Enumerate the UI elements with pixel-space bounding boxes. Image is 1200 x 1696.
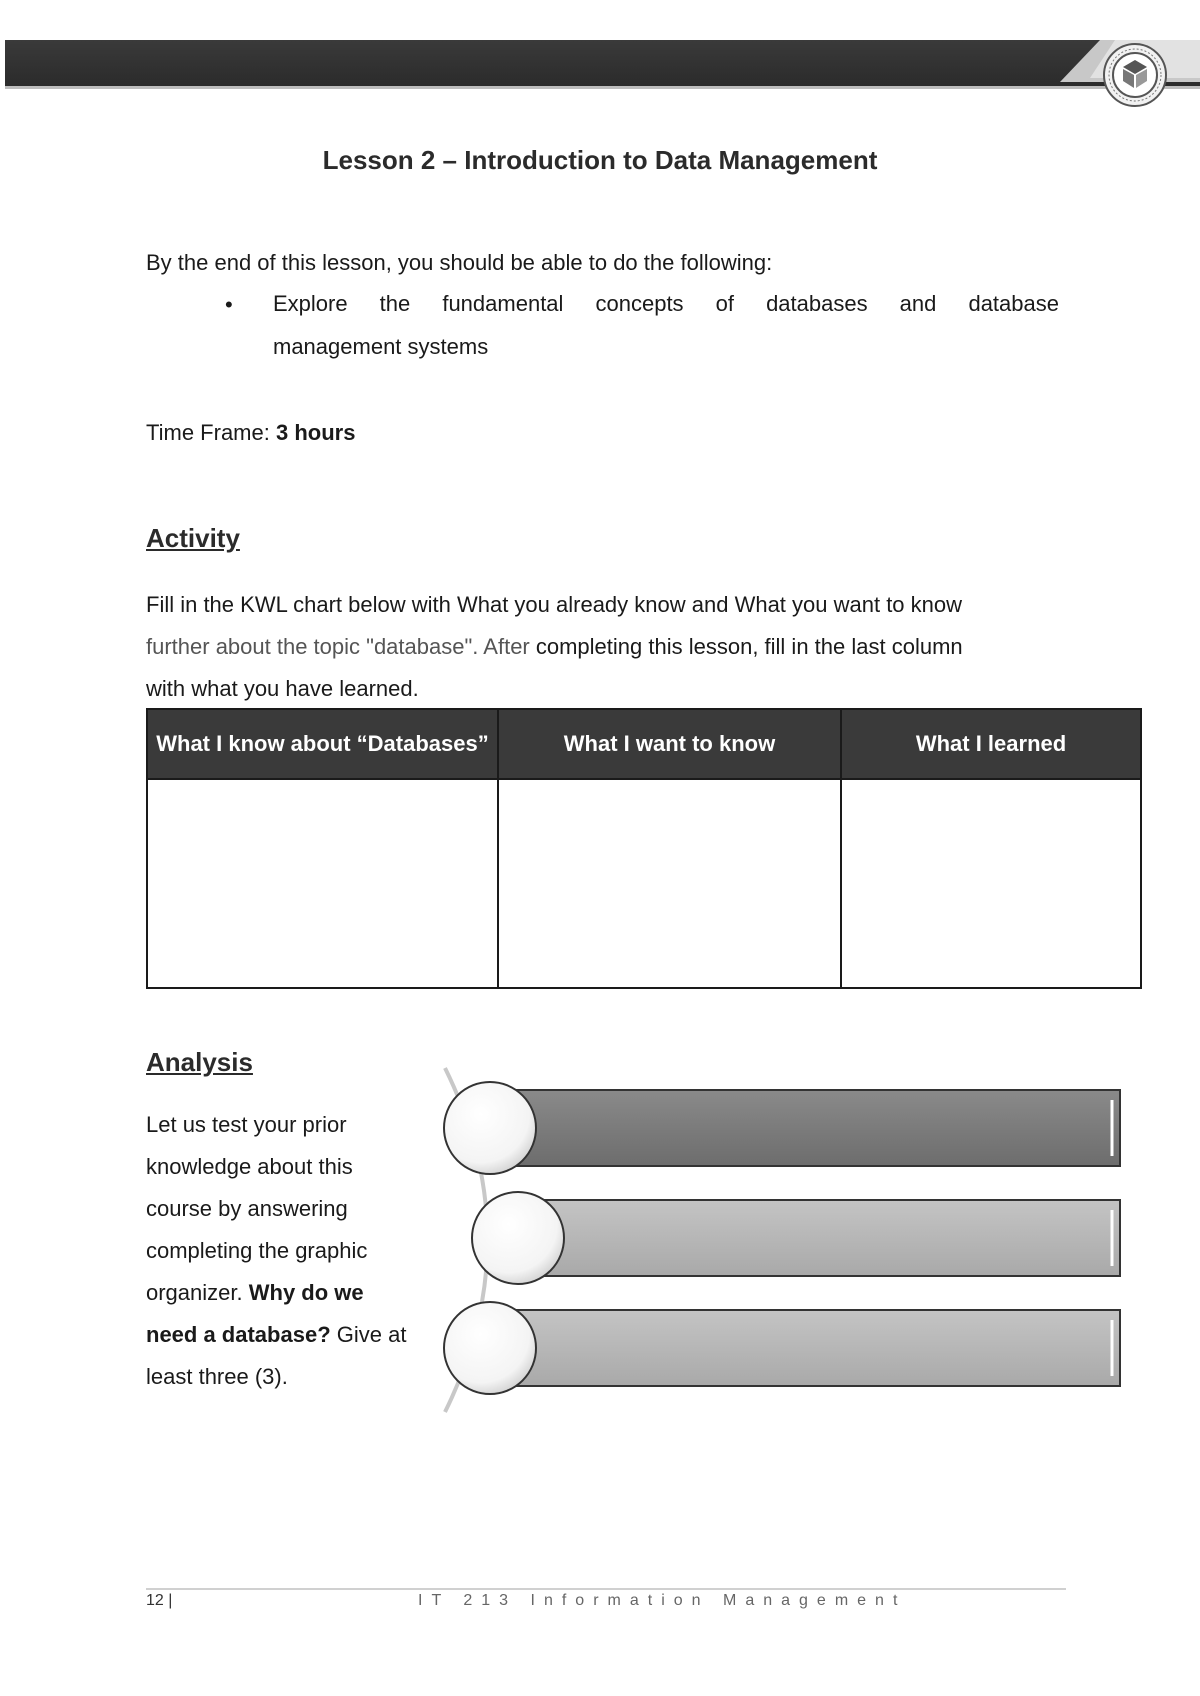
analysis-question: Why do we need a database?: [146, 1280, 364, 1347]
activity-line-2a: further about the topic "database". After: [146, 634, 536, 659]
intro-text: By the end of this lesson, you should be able to do the following:: [146, 250, 773, 275]
organizer-circle-3[interactable]: [444, 1302, 536, 1394]
objective-line-1: Explore the fundamental concepts of databases and database: [273, 291, 1059, 316]
activity-line-1: Fill in the KWL chart below with What you already know and What you want to know: [146, 592, 963, 617]
time-frame-label: Time Frame:: [146, 420, 276, 445]
analysis-text-after: Give at least three (3).: [146, 1322, 407, 1389]
analysis-instructions: [146, 1104, 421, 1398]
time-frame: [146, 420, 355, 446]
college-seal-icon: [1102, 42, 1168, 108]
activity-line-3: with what you have learned.: [146, 676, 419, 701]
kwl-header-know: What I know about “Databases”: [147, 709, 498, 779]
bullet-icon: •: [225, 292, 233, 317]
kwl-cell-want[interactable]: [498, 779, 841, 988]
kwl-header-row: [147, 709, 1141, 779]
kwl-header-want: What I want to know: [498, 709, 841, 779]
activity-heading: Activity: [146, 523, 240, 553]
analysis-text-before: Let us test your prior knowledge about this course by answering completing the graphic organizer.: [146, 1112, 368, 1305]
footer-divider: [146, 1588, 1066, 1590]
organizer-bar-1[interactable]: [490, 1090, 1120, 1166]
kwl-input-row: [147, 779, 1141, 988]
graphic-organizer: [440, 1060, 1140, 1420]
objective-item: [273, 282, 1059, 368]
course-name: IT 213 Information Management: [418, 1592, 907, 1609]
kwl-chart: [146, 708, 1142, 989]
kwl-cell-learned[interactable]: [841, 779, 1141, 988]
activity-instructions: [146, 584, 1066, 710]
organizer-bar-3[interactable]: [490, 1310, 1120, 1386]
kwl-cell-know[interactable]: [147, 779, 498, 988]
kwl-header-learned: What I learned: [841, 709, 1141, 779]
page-number: 12 |: [146, 1592, 173, 1609]
organizer-circle-2[interactable]: [472, 1192, 564, 1284]
organizer-bar-2[interactable]: [518, 1200, 1120, 1276]
lesson-title: Lesson 2 – Introduction to Data Management: [322, 145, 878, 175]
organizer-circle-1[interactable]: [444, 1082, 536, 1174]
time-frame-value: 3 hours: [275, 420, 356, 445]
header-bar: [5, 40, 1200, 89]
analysis-heading: Analysis: [146, 1047, 253, 1077]
activity-line-2b: completing this lesson, fill in the last column: [535, 634, 963, 659]
objective-line-2: management systems: [273, 334, 489, 359]
